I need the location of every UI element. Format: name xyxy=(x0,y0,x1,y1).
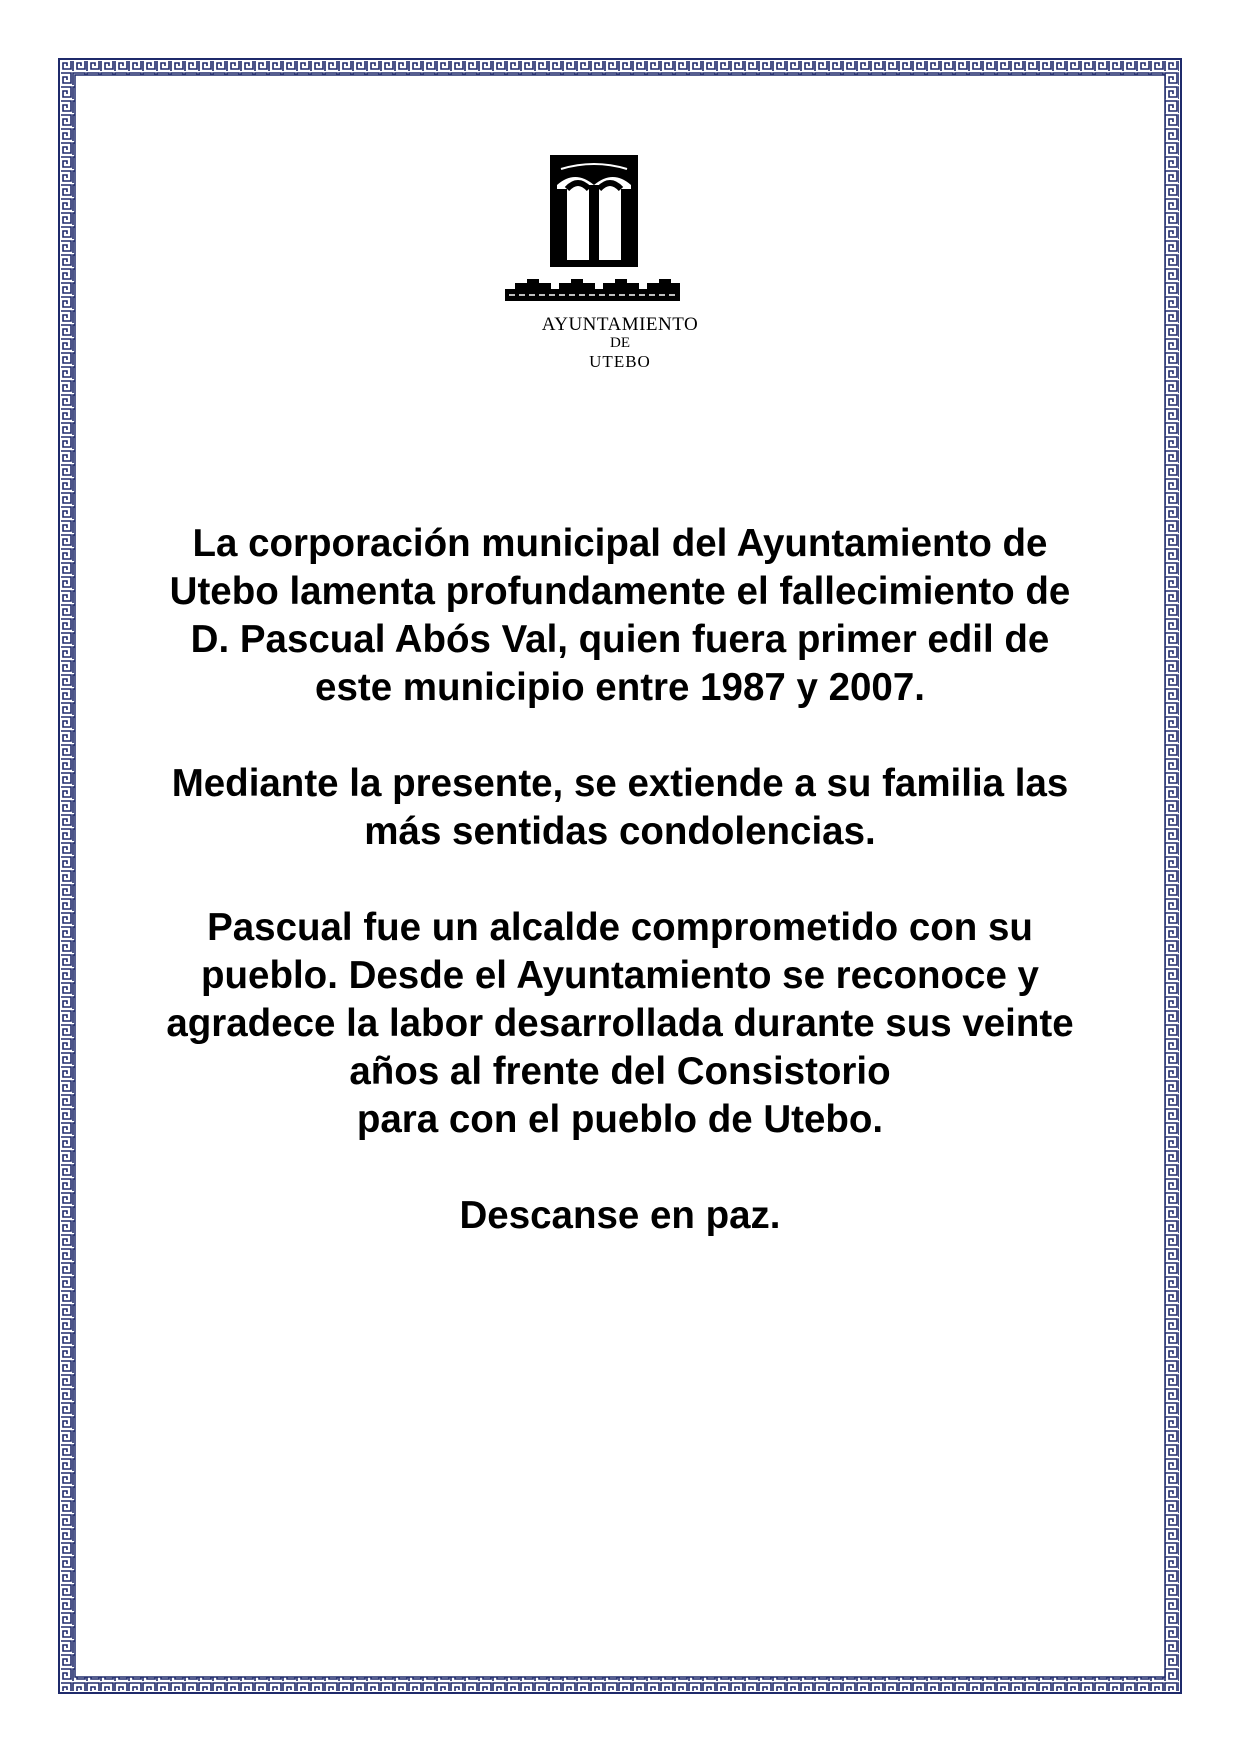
paragraph-closing xyxy=(90,1192,1150,1240)
text-line: Descanse en paz. xyxy=(459,1194,781,1237)
logo-text-line2: DE xyxy=(610,335,630,351)
text-line: D. Pascual Abós Val, quien fuera primer edil de xyxy=(190,618,1050,661)
text-line: Pascual fue un alcalde comprometido con su xyxy=(207,906,1033,949)
paragraph-announcement xyxy=(90,520,1150,712)
text-line: este municipio entre 1987 y 2007. xyxy=(315,666,925,709)
text-line: La corporación municipal del Ayuntamiento de xyxy=(192,522,1048,565)
text-line: Utebo lamenta profundamente el fallecimiento de xyxy=(169,570,1071,613)
text-line: agradece la labor desarrollada durante sus veinte xyxy=(166,1002,1074,1045)
condolence-message xyxy=(90,520,1150,1240)
ayuntamiento-logo xyxy=(0,155,1240,375)
logo-text-line1: AYUNTAMIENTO xyxy=(541,314,699,335)
paragraph-tribute xyxy=(90,904,1150,1144)
paragraph-condolences xyxy=(90,760,1150,856)
arches-emblem-icon xyxy=(505,155,680,315)
text-line: Mediante la presente, se extiende a su familia las xyxy=(171,762,1069,805)
text-line: años al frente del Consistorio xyxy=(349,1050,891,1093)
text-line: para con el pueblo de Utebo. xyxy=(356,1098,884,1141)
logo-text-line3: UTEBO xyxy=(589,352,651,371)
text-line: más sentidas condolencias. xyxy=(364,810,876,853)
text-line: pueblo. Desde el Ayuntamiento se reconoce y xyxy=(201,954,1039,997)
